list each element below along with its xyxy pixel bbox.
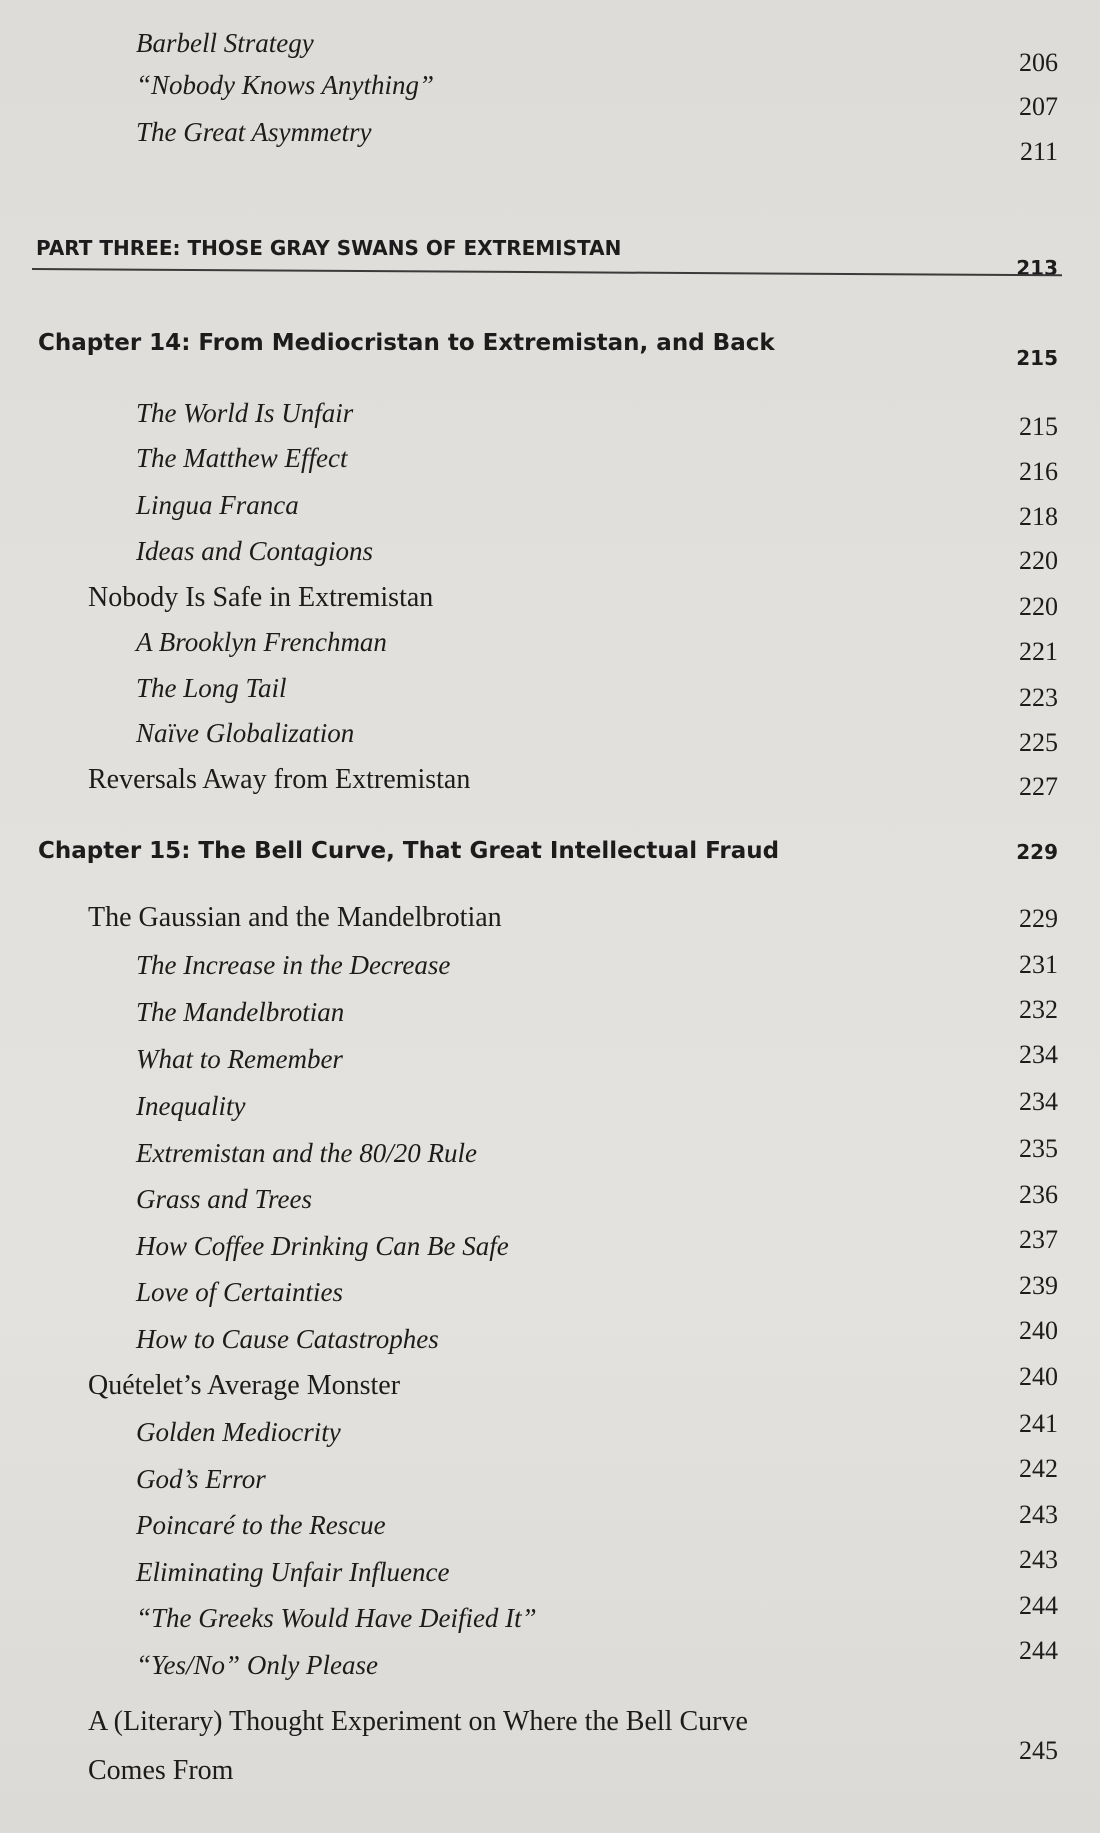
toc-entry-title: Eliminating Unfair Influence xyxy=(136,1557,450,1587)
toc-entry-page: 244 xyxy=(1019,1591,1058,1620)
toc-entry xyxy=(0,28,1100,77)
toc-entry xyxy=(0,536,1100,576)
chapter-heading xyxy=(0,330,1100,370)
toc-entry-page: 215 xyxy=(1019,412,1058,441)
toc-entry-page: 223 xyxy=(1019,683,1058,712)
toc-entry xyxy=(0,1545,1100,1597)
toc-entry-title: “Yes/No” Only Please xyxy=(136,1650,379,1680)
toc-entry xyxy=(0,1040,1100,1084)
chapter-title: Chapter 15: The Bell Curve, That Great Intellectual Fraud xyxy=(38,838,780,864)
toc-entry xyxy=(0,1087,1100,1131)
toc-section-multiline xyxy=(0,1696,1100,1796)
toc-entry-page: 243 xyxy=(1019,1500,1058,1529)
part-title: PART THREE: THOSE GRAY SWANS OF EXTREMISTAN xyxy=(36,236,622,260)
toc-entry-page: 234 xyxy=(1019,1087,1058,1116)
toc-entry xyxy=(0,997,1100,1037)
toc-entry-page: 206 xyxy=(1019,48,1058,77)
toc-entry xyxy=(0,70,1100,121)
toc-entry-page: 211 xyxy=(1019,137,1058,166)
toc-entry-title: God’s Error xyxy=(136,1464,266,1494)
toc-entry-page: 243 xyxy=(1019,1545,1058,1574)
toc-entry xyxy=(0,117,1100,166)
toc-section-title-line2: Comes From xyxy=(88,1755,234,1786)
toc-entry xyxy=(0,1225,1100,1271)
toc-entry xyxy=(0,1591,1100,1643)
toc-entry xyxy=(0,1454,1100,1504)
toc-entry xyxy=(0,1180,1100,1224)
toc-section xyxy=(0,582,1100,622)
chapter-heading xyxy=(0,838,1100,878)
chapter-title: Chapter 14: From Mediocristan to Extremistan, and Back xyxy=(38,330,775,356)
chapter-page: 215 xyxy=(1016,346,1058,370)
toc-entry xyxy=(0,398,1100,441)
toc-section-page: 220 xyxy=(1019,592,1058,621)
toc-entry xyxy=(0,1134,1100,1178)
toc-entry-page: 216 xyxy=(1019,457,1058,486)
chapter-page: 229 xyxy=(1016,840,1058,864)
toc-entry xyxy=(0,718,1100,758)
toc-section-title: Nobody Is Safe in Extremistan xyxy=(88,582,434,613)
toc-entry-page: 220 xyxy=(1019,546,1058,575)
toc-entry-title: How to Cause Catastrophes xyxy=(136,1324,439,1354)
toc-entry-page: 242 xyxy=(1019,1454,1058,1483)
toc-entry xyxy=(0,1316,1100,1364)
toc-entry xyxy=(0,1409,1100,1457)
toc-section xyxy=(0,902,1100,942)
toc-entry-title: Barbell Strategy xyxy=(136,28,314,58)
toc-entry-title: Ideas and Contagions xyxy=(136,536,374,566)
toc-entry-page: 237 xyxy=(1019,1225,1058,1254)
toc-entry-title: The Great Asymmetry xyxy=(136,117,372,147)
toc-section xyxy=(0,1362,1100,1410)
toc-entry-title: Love of Certainties xyxy=(136,1277,343,1307)
toc-entry xyxy=(0,1500,1100,1550)
toc-entry-page: 232 xyxy=(1019,995,1058,1024)
toc-entry-page: 236 xyxy=(1019,1180,1058,1209)
toc-entry-title: Inequality xyxy=(136,1091,246,1121)
toc-entry-title: The Mandelbrotian xyxy=(136,997,345,1027)
toc-entry-page: 240 xyxy=(1019,1316,1058,1345)
toc-entry-title: The Long Tail xyxy=(136,673,287,703)
toc-section-title: Quételet’s Average Monster xyxy=(88,1370,401,1401)
toc-entry xyxy=(0,627,1100,667)
toc-entry xyxy=(0,490,1100,530)
toc-entry-page: 231 xyxy=(1019,950,1058,979)
toc-section-title: The Gaussian and the Mandelbrotian xyxy=(88,902,502,933)
toc-section-page: 240 xyxy=(1019,1362,1058,1391)
toc-entry-page: 235 xyxy=(1019,1134,1058,1163)
toc-section-page: 229 xyxy=(1019,904,1058,933)
toc-entry-page: 234 xyxy=(1019,1040,1058,1069)
toc-entry-page: 239 xyxy=(1019,1271,1058,1300)
toc-entry-page: 221 xyxy=(1019,637,1058,666)
toc-entry-title: A Brooklyn Frenchman xyxy=(136,627,387,657)
toc-entry-title: The Increase in the Decrease xyxy=(136,950,451,980)
toc-section xyxy=(0,764,1100,804)
toc-entry xyxy=(0,950,1100,990)
toc-entry xyxy=(0,443,1100,486)
toc-entry-title: Poincaré to the Rescue xyxy=(136,1510,386,1540)
part-page: 213 xyxy=(1016,256,1058,280)
toc-entry-title: How Coffee Drinking Can Be Safe xyxy=(136,1231,509,1261)
toc-entry xyxy=(0,1636,1100,1690)
toc-entry-page: 241 xyxy=(1019,1409,1058,1438)
toc-entry xyxy=(0,1271,1100,1317)
toc-entry-title: “Nobody Knows Anything” xyxy=(136,70,435,100)
toc-section-page: 245 xyxy=(1019,1736,1058,1765)
toc-entry-title: Naïve Globalization xyxy=(136,718,355,748)
toc-section-title: Reversals Away from Extremistan xyxy=(88,764,471,795)
toc-entry-title: “The Greeks Would Have Deified It” xyxy=(136,1603,537,1633)
toc-section-page: 227 xyxy=(1019,772,1058,801)
toc-entry-title: The Matthew Effect xyxy=(136,443,348,473)
toc-entry-page: 225 xyxy=(1019,728,1058,757)
toc-entry-title: Extremistan and the 80/20 Rule xyxy=(136,1138,477,1168)
toc-entry-title: What to Remember xyxy=(136,1044,343,1074)
toc-entry xyxy=(0,673,1100,713)
toc-entry-page: 218 xyxy=(1019,502,1058,531)
toc-section-title-line1: A (Literary) Thought Experiment on Where the Bell Curve xyxy=(88,1706,748,1737)
toc-entry-title: Golden Mediocrity xyxy=(136,1417,341,1447)
toc-entry-title: Lingua Franca xyxy=(136,490,299,520)
toc-entry-page: 207 xyxy=(1019,92,1058,121)
toc-entry-title: The World Is Unfair xyxy=(136,398,354,428)
toc-entry-title: Grass and Trees xyxy=(136,1184,313,1214)
toc-entry-page: 244 xyxy=(1019,1636,1058,1665)
